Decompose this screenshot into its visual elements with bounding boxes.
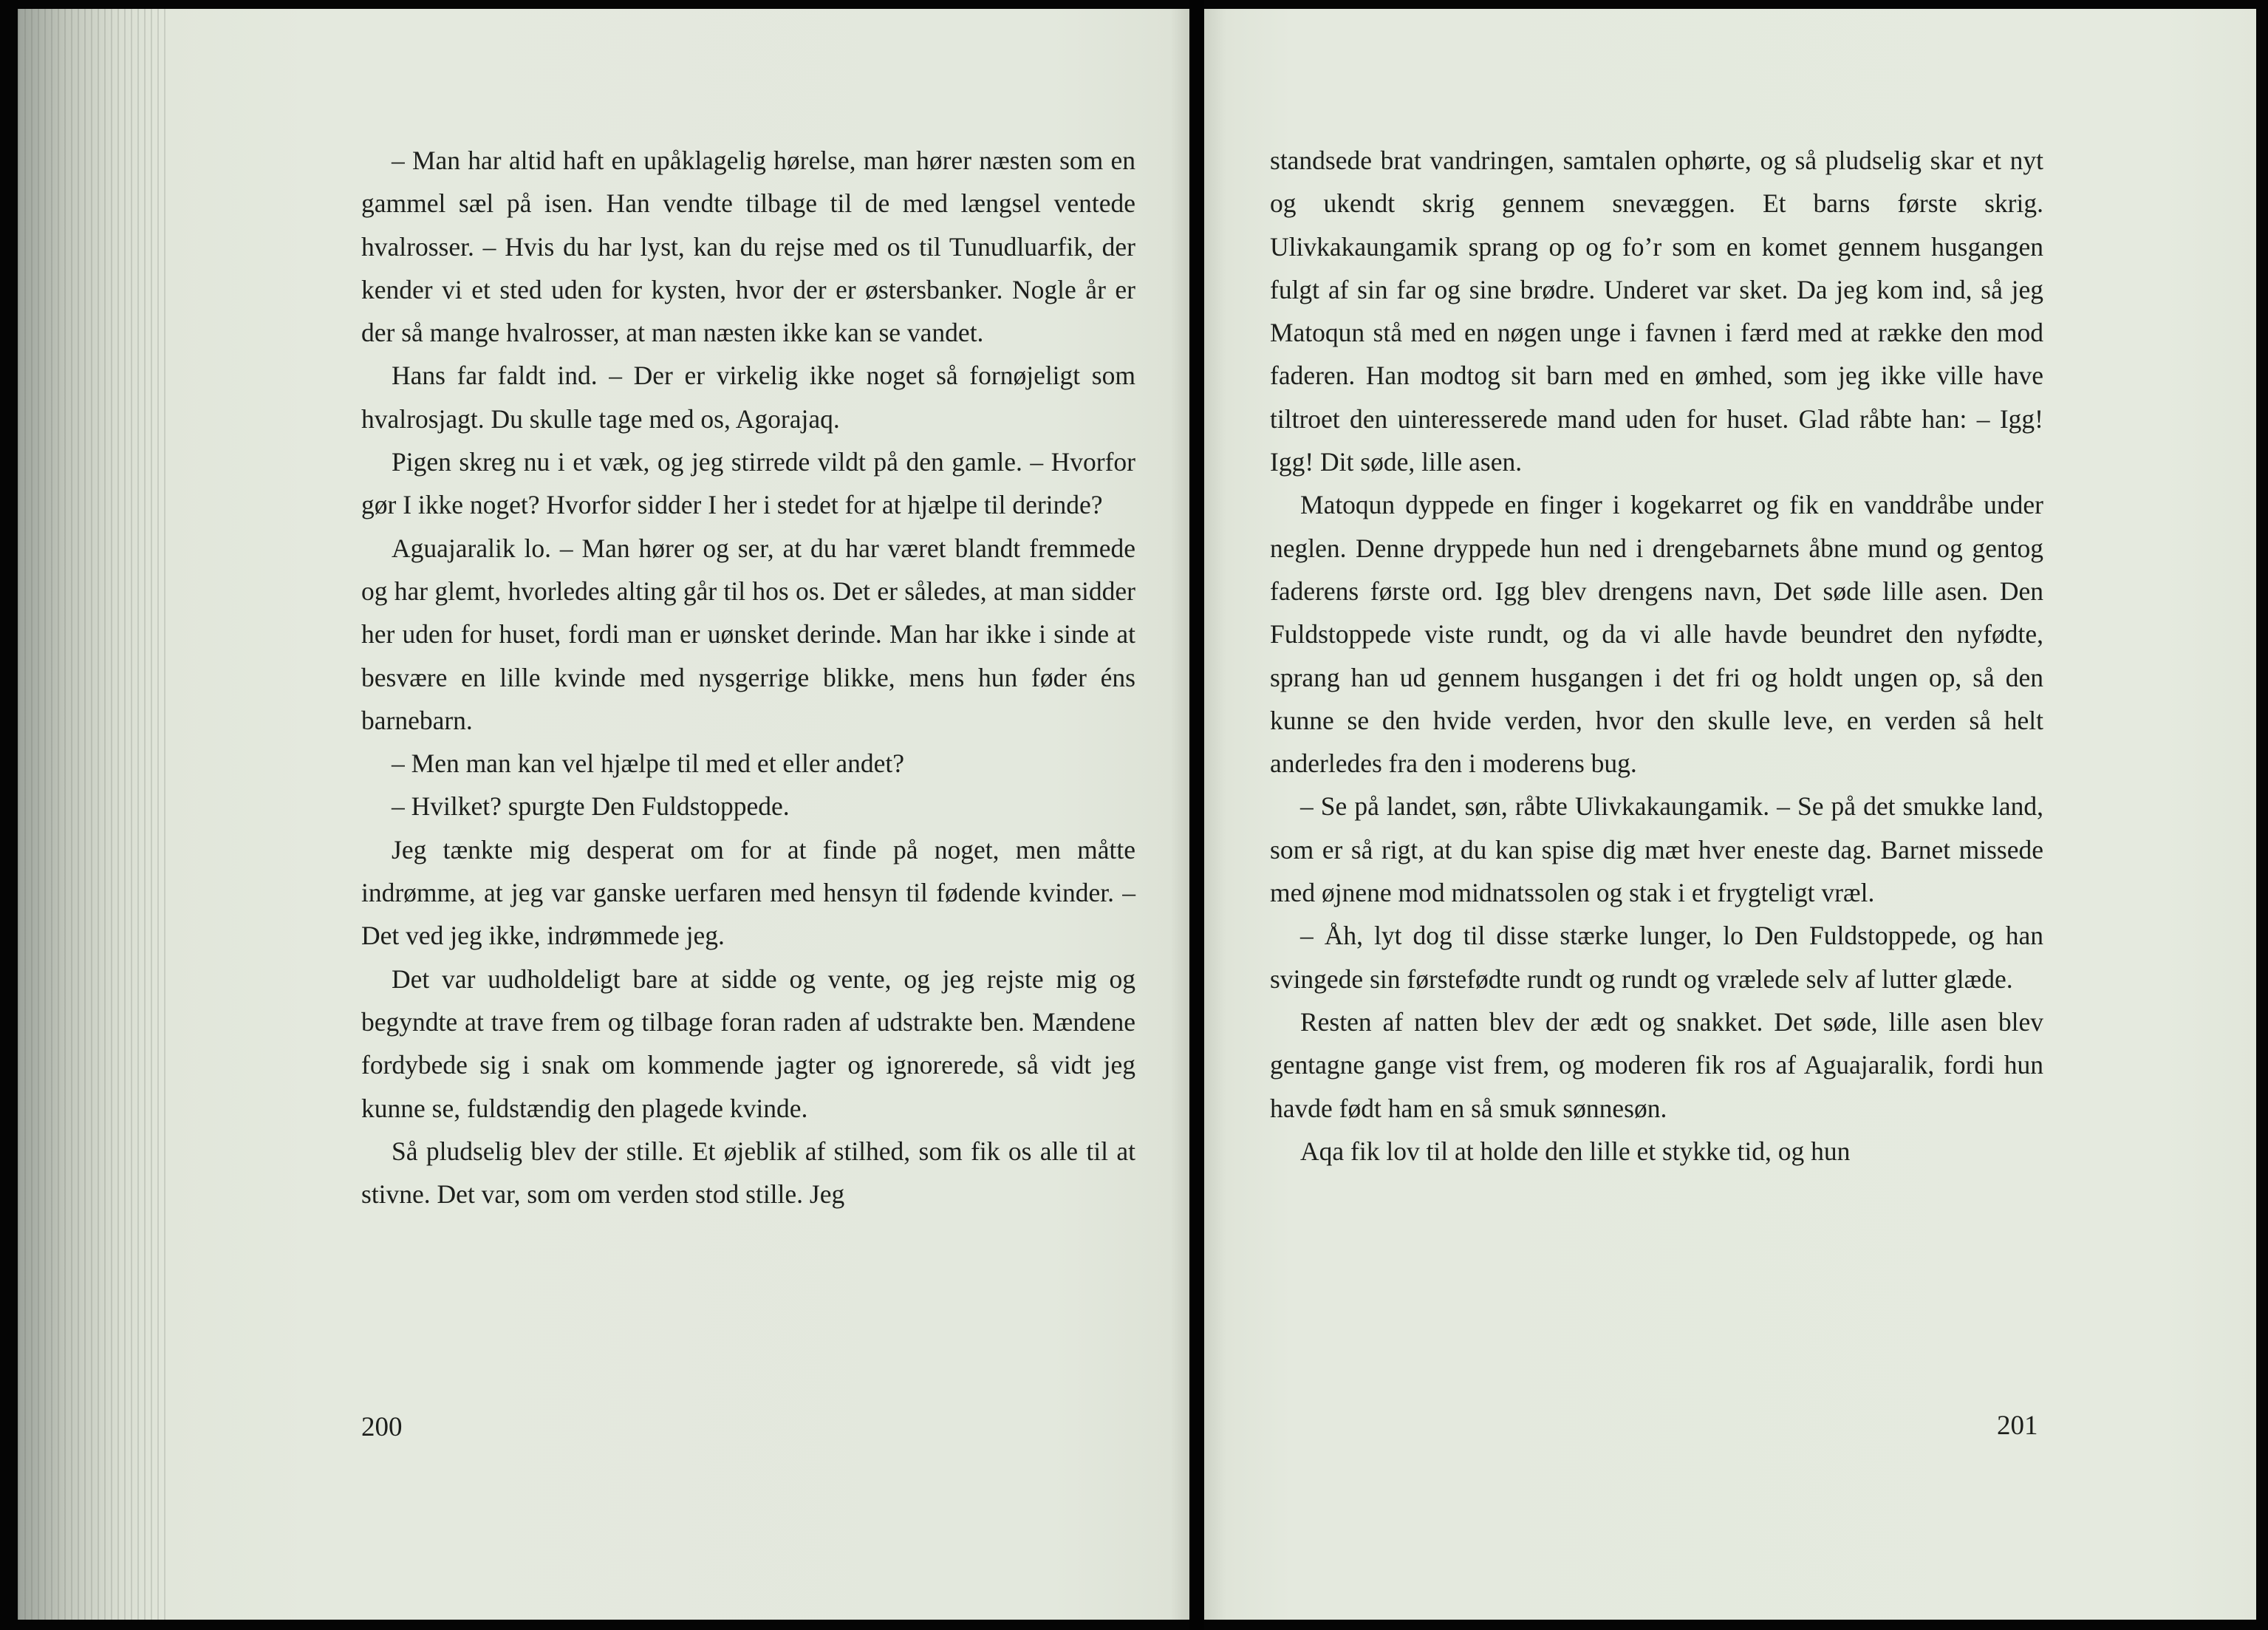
paragraph: – Man har altid haft en upåklagelig hørelse, man hører næsten som en gammel sæl på isen. Han vendte tilbage til de med længsel ventede hvalrosser. – Hvis du har lyst, kan du rejse med os til Tunudluarfik, der kender vi et sted uden for kysten, hvor der er østersbanker. Nogle år er der så mange hvalrosser, at man næsten ikke kan se vandet. — [361, 146, 1135, 348]
paragraph: Aqa fik lov til at holde den lille et stykke tid, og hun — [1300, 1136, 1851, 1166]
paragraph: Jeg tænkte mig desperat om for at finde på noget, men måtte indrømme, at jeg var ganske uerfaren med hensyn til fødende kvinder. – Det ved jeg ikke, indrømmede jeg. — [361, 834, 1135, 951]
paragraph: standsede brat vandringen, samtalen ophørte, og så pludselig skar et nyt og ukendt skrig gennem snevæggen. Et barns første skrig. Ulivkakaungamik sprang op og fo’r som en komet gennem husgangen fulgt af sin far og sine brødre. Underet var sket. Da jeg kom ind, så jeg Matoqun stå med en nøgen unge i favnen i færd med at række den mod faderen. Han modtog sit barn med en ømhed, som jeg ikke ville have tiltroet den uinteresserede mand uden for huset. Glad råbte han: – Igg! Igg! Dit søde, lille asen. — [1270, 146, 2043, 477]
paragraph: Det var uudholdeligt bare at sidde og vente, og jeg rejste mig og begyndte at trave frem og tilbage foran raden af udstrakte ben. Mændene fordybede sig i snak om kommende jagter og ignorerede, så vidt jeg kunne se, fuldstændig den plagede kvinde. — [361, 964, 1135, 1123]
paragraph: Resten af natten blev der ædt og snakket. Det søde, lille asen blev gentagne gange vist frem, og moderen fik ros af Aguajaralik, fordi hun havde født ham en så smuk sønnesøn. — [1270, 1006, 2043, 1123]
paragraph: – Se på landet, søn, råbte Ulivkakaungamik. – Se på det smukke land, som er så rigt, at du kan spise dig mæt hver eneste dag. Barnet missede med øjnene mod midnatssolen og stak i et frygteligt vræl. — [1270, 791, 2043, 908]
page-edge-shadow — [18, 9, 165, 1620]
paragraph: – Men man kan vel hjælpe til med et eller andet? — [392, 748, 905, 779]
right-page-text — [1270, 139, 2043, 1173]
paragraph: – Åh, lyt dog til disse stærke lunger, lo Den Fuldstoppede, og han svingede sin førstefødte rundt og rundt og vrælede selv af lutter glæde. — [1270, 921, 2043, 994]
paragraph: Matoqun dyppede en finger i kogekarret og fik en vanddråbe under neglen. Denne dryppede hun ned i drengebarnets åbne mund og gentog faderens første ord. Igg blev drengens navn, Det søde lille asen. Den Fuldstoppede viste rundt, og da vi alle havde beundret den nyfødte, sprang han ud gennem husgangen i det fri og holdt ungen op, så den kunne se den hvide verden, hvor den skulle leve, en verden så helt anderledes fra den i moderens bug. — [1270, 490, 2043, 779]
right-page — [1204, 9, 2256, 1620]
page-number: 201 — [1997, 1411, 2038, 1441]
paragraph: – Hvilket? spurgte Den Fuldstoppede. — [392, 791, 790, 822]
left-page-text — [361, 139, 1135, 1215]
book-gutter — [1189, 0, 1204, 1630]
paragraph: Hans far faldt ind. – Der er virkelig ikke noget så fornøjeligt som hvalrosjagt. Du skulle tage med os, Agorajaq. — [361, 361, 1135, 434]
paragraph: Pigen skreg nu i et væk, og jeg stirrede vildt på den gamle. – Hvorfor gør I ikke noget? Hvorfor sidder I her i stedet for at hjælpe til derinde? — [361, 447, 1135, 520]
page-number: 200 — [361, 1412, 403, 1442]
paragraph: Så pludselig blev der stille. Et øjeblik af stilhed, som fik os alle til at stivne. Det var, som om verden stod stille. Jeg — [361, 1136, 1135, 1210]
paragraph: Aguajaralik lo. – Man hører og ser, at du har været blandt fremmede og har glemt, hvorledes alting går til hos os. Det er således, at man sidder her uden for huset, fordi man er uønsket derinde. Man har ikke i sinde at besvære en lille kvinde med nysgerrige blikke, mens hun føder éns barnebarn. — [361, 533, 1135, 735]
left-page — [18, 9, 1189, 1620]
